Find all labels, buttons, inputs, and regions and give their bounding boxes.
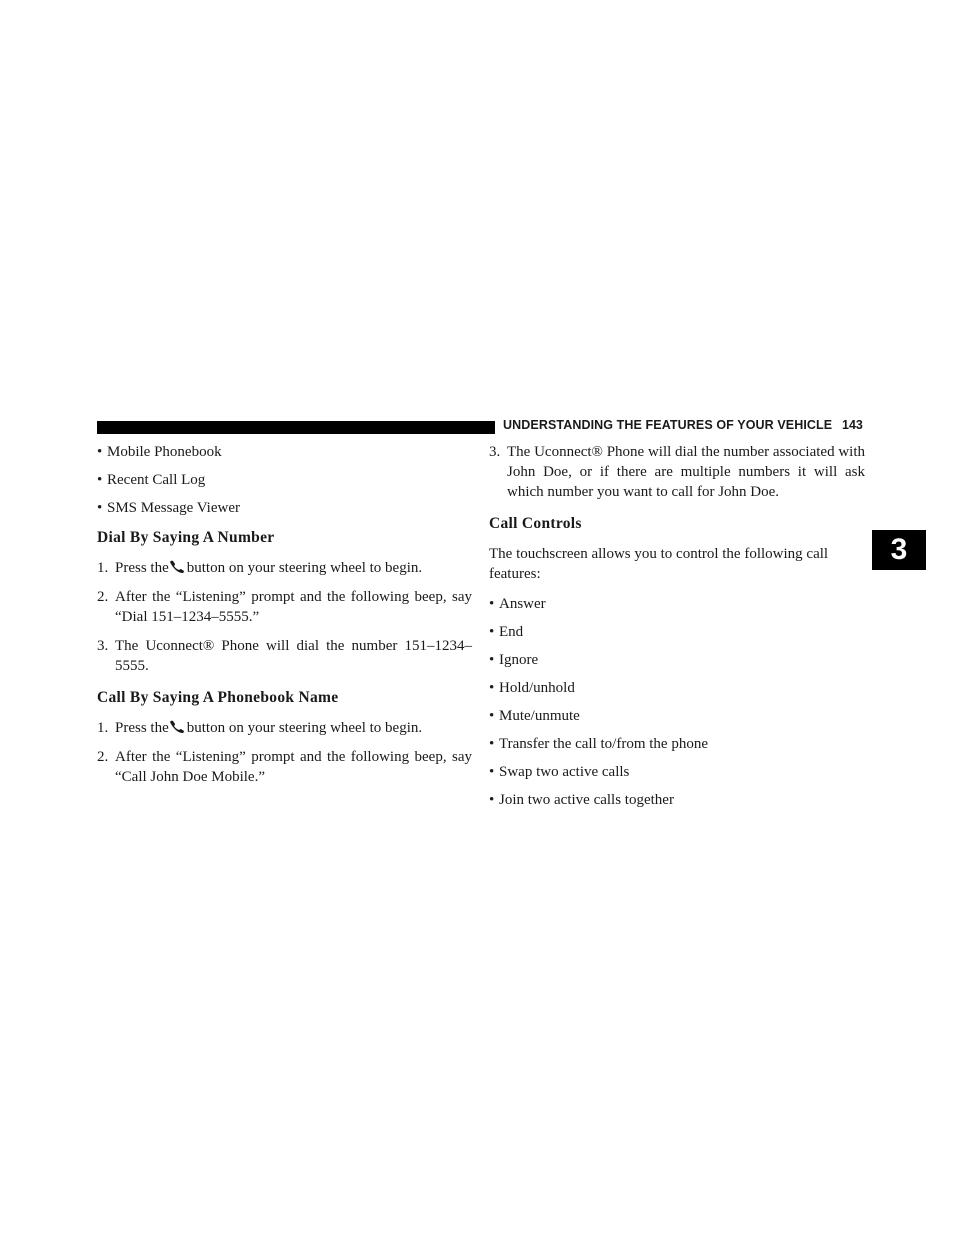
list-item: • Join two active calls together <box>489 792 674 808</box>
bullet-icon: • <box>97 472 103 488</box>
step-item: 2. After the “Listening” prompt and the following beep, say “Dial 151–1234–5555.” <box>97 589 472 625</box>
step-item: 3. The Uconnect® Phone will dial the number 151–1234–5555. <box>97 638 472 674</box>
bullet-icon: • <box>97 500 103 516</box>
list-item: • Answer <box>489 596 546 612</box>
bullet-icon: • <box>489 792 495 808</box>
list-item: • Ignore <box>489 652 539 668</box>
bullet-icon: • <box>489 764 495 780</box>
list-item: • SMS Message Viewer <box>97 500 240 516</box>
bullet-icon: • <box>489 680 495 696</box>
list-item: • Swap two active calls <box>489 764 630 780</box>
bullet-icon: • <box>489 596 495 612</box>
bullet-icon: • <box>489 708 495 724</box>
list-item: • Recent Call Log <box>97 472 206 488</box>
chapter-tab: 3 <box>872 530 926 570</box>
bullet-icon: • <box>489 652 495 668</box>
list-item: • Transfer the call to/from the phone <box>489 736 708 752</box>
intro-paragraph: The touchscreen allows you to control the following call features: <box>489 546 829 582</box>
section-heading: Call Controls <box>489 515 582 532</box>
header-bar <box>97 421 495 434</box>
step-item: 1. Press the button on your steering wheel to begin. <box>97 720 423 736</box>
step-item: 1. Press the button on your steering wheel to begin. <box>97 560 423 576</box>
running-header-title: UNDERSTANDING THE FEATURES OF YOUR VEHICLE <box>503 418 833 432</box>
right-column <box>489 442 865 818</box>
step-item: 3. The Uconnect® Phone will dial the number associated with John Doe, or if there are multiple numbers it will ask which number you want to call for John Doe. <box>489 444 865 500</box>
bullet-icon: • <box>489 624 495 640</box>
list-item: • Mute/unmute <box>489 708 580 724</box>
section-heading: Dial By Saying A Number <box>97 529 275 546</box>
list-item: • Hold/unhold <box>489 680 575 696</box>
bullet-icon: • <box>489 736 495 752</box>
page-number: 143 <box>842 418 863 432</box>
bullet-icon: • <box>97 444 103 460</box>
phone-icon <box>169 560 185 573</box>
list-item: • End <box>489 624 524 640</box>
section-heading: Call By Saying A Phonebook Name <box>97 689 339 706</box>
list-item: • Mobile Phonebook <box>97 444 222 460</box>
step-item: 2. After the “Listening” prompt and the following beep, say “Call John Doe Mobile.” <box>97 749 472 785</box>
phone-icon <box>169 720 185 733</box>
left-column <box>97 442 472 796</box>
